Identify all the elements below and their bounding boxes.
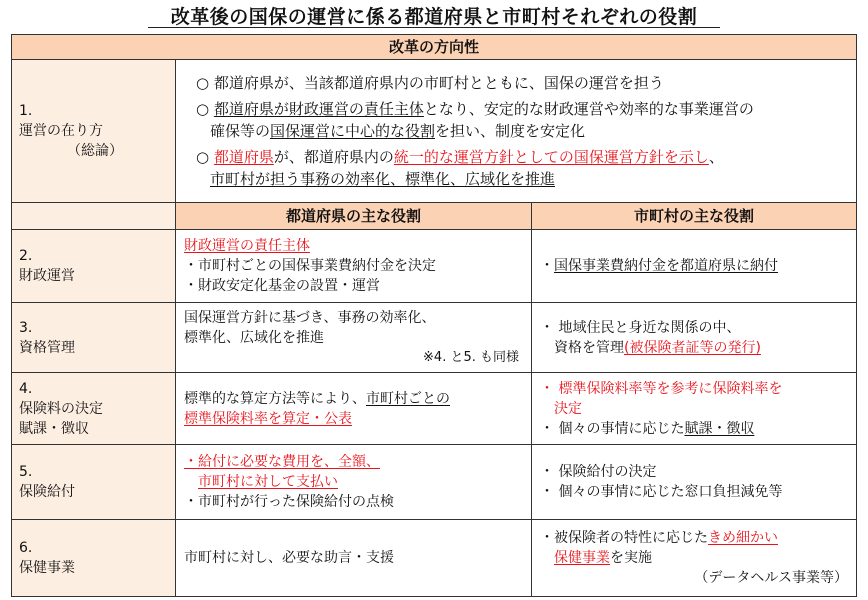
muni-cell [532, 445, 857, 520]
pref-item: ・市町村が行った保険給付の点検 [184, 494, 394, 510]
pref-cell [176, 373, 532, 445]
table-row [12, 230, 857, 303]
title-underline [148, 27, 720, 28]
reform-content [176, 60, 857, 203]
reform-bullet-3: ○ 都道府県が、都道府県内の統一的な運営方針としての国保運営方針を示し、 [196, 148, 724, 166]
muni-item: ・ 地域住民と身近な関係の中、 [540, 319, 741, 336]
row-title-2: 賦課・徴収 [19, 420, 89, 437]
roles-header-row [12, 203, 857, 230]
pref-red-text: 財政運営の責任主体 [184, 238, 310, 254]
row-title: 運営の在り方 [19, 123, 103, 139]
row-title: 保険給付 [19, 484, 75, 500]
reform-bullet-1: ○ 都道府県が、当該都道府県内の市町村とともに、国保の運営を担う [196, 74, 664, 92]
table-row [12, 60, 857, 203]
row-subtitle: （総論） [67, 143, 123, 159]
table-row [12, 303, 857, 373]
row-number: 4. [19, 380, 33, 397]
row-title: 財政運営 [19, 268, 75, 284]
pref-item: 標準的な算定方法等により、市町村ごとの [184, 390, 450, 407]
row-title: 保険料の決定 [19, 400, 103, 417]
table-row [12, 520, 857, 597]
pref-cell [176, 520, 532, 597]
muni-item: ・ 個々の事情に応じた賦課・徴収 [540, 420, 755, 437]
page-title: 改革後の国保の運営に係る都道府県と市町村それぞれの役割 [170, 6, 698, 28]
row-label [12, 303, 176, 373]
pref-cell [176, 445, 532, 520]
pref-cell [176, 230, 532, 303]
row-label [12, 373, 176, 445]
roles-table [11, 34, 857, 597]
muni-item: ・ 保険給付の決定 [540, 464, 657, 480]
row-label [12, 445, 176, 520]
muni-item: ・被保険者の特性に応じたきめ細かい [540, 530, 778, 546]
pref-item: 標準化、広域化を推進 [184, 329, 324, 346]
header-blank [12, 203, 176, 230]
muni-cell [532, 373, 857, 445]
muni-cell [532, 230, 857, 303]
pref-item: 国保運営方針に基づき、事務の効率化、 [184, 309, 436, 326]
pref-item: 市町村に対し、必要な助言・支援 [184, 550, 394, 566]
pref-red-text: 標準保険料率を算定・公表 [184, 410, 352, 427]
row-number: 5. [19, 464, 33, 480]
reform-bullet-2: ○ 都道府県が財政運営の責任主体となり、安定的な財政運営や効率的な事業運営の [196, 100, 754, 118]
row-label [12, 520, 176, 597]
muni-item: ・ 個々の事情に応じた窓口負担減免等 [540, 484, 783, 500]
muni-red-text: ・ 標準保険料率等を参考に保険料率を [540, 380, 783, 397]
muni-item-cont: 保健事業を実施 [554, 550, 652, 566]
row-number: 1. [19, 103, 33, 119]
row-title: 資格管理 [19, 339, 75, 356]
pref-cell [176, 303, 532, 373]
row-title: 保健事業 [19, 560, 75, 576]
pref-red-text-cont: 市町村に対して支払い [198, 474, 338, 490]
reform-bullet-3-cont: 市町村が担う事務の効率化、標準化、広域化を推進 [210, 170, 556, 188]
row-number: 3. [19, 319, 33, 336]
muni-item: ・国保事業費納付金を都道府県に納付 [540, 258, 778, 274]
pref-item: ・市町村ごとの国保事業費納付金を決定 [184, 258, 436, 274]
pref-note: ※4. と5. も同様 [423, 349, 519, 365]
header-muni: 市町村の主な役割 [532, 203, 857, 230]
reform-bullet-2-cont: 確保等の国保運営に中心的な役割を担い、制度を安定化 [210, 122, 586, 140]
row-number: 2. [19, 248, 33, 264]
muni-cell [532, 303, 857, 373]
table-row [12, 445, 857, 520]
pref-item: ・財政安定化基金の設置・運営 [184, 278, 380, 294]
row-number: 6. [19, 540, 33, 556]
pref-red-text: ・給付に必要な費用を、全額、 [184, 454, 380, 470]
table-row [12, 373, 857, 445]
row-label [12, 230, 176, 303]
muni-cell [532, 520, 857, 597]
header-pref: 都道府県の主な役割 [176, 203, 532, 230]
row-label [12, 60, 176, 203]
header-reform: 改革の方向性 [12, 35, 857, 60]
muni-note: （データヘルス事業等） [694, 570, 848, 586]
reform-header-row [12, 35, 857, 60]
muni-red-text-cont: 決定 [554, 400, 582, 417]
muni-item: 資格を管理(被保険者証等の発行) [554, 339, 761, 356]
